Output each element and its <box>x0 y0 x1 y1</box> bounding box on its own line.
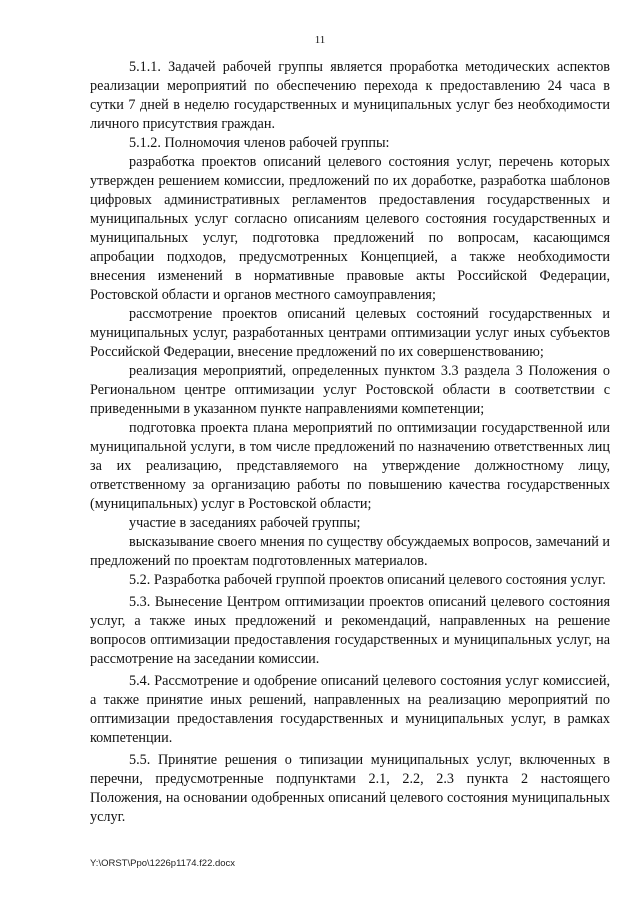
page-number: 11 <box>314 34 326 46</box>
paragraph-5-1-2: 5.1.2. Полномочия членов рабочей группы: <box>129 135 390 151</box>
paragraph-5-4: 5.4. Рассмотрение и одобрение описаний целевого состояния услуг комиссией, а также принятие иных решений, направленных на реализацию мероприятий по оптимизации предоставления государственных и муниципальных услуг, в рамках компетенции. <box>90 673 610 746</box>
paragraph-5-5: 5.5. Принятие решения о типизации муниципальных услуг, включенных в перечни, предусмотренные подпунктами 2.1, 2.2, 2.3 пункта 2 настоящего Положения, на основании одобренных описаний целевого состояния муниципальных услуг. <box>90 752 610 825</box>
list-item-plan-preparation: подготовка проекта плана мероприятий по оптимизации государственной или муниципальной услуги, в том числе предложений по назначению ответственных лиц за их реализацию, представляемого на утверждение должностному лицу, ответственному за организацию работы по повышению качества государственных (муниципальных) услуг в Ростовской области; <box>90 420 610 512</box>
list-item-opinion: высказывание своего мнения по существу обсуждаемых вопросов, замечаний и предложений по проектам подготовленных материалов. <box>90 534 610 569</box>
footer-file-path: Y:\ORST\Ppo\1226p1174.f22.docx <box>90 858 236 869</box>
paragraph-5-1-1: 5.1.1. Задачей рабочей группы является проработка методических аспектов реализации мероприятий по обеспечению перехода к предоставлению 24 часа в сутки 7 дней в неделю государственных и муниципальных услуг без необходимости личного присутствия граждан. <box>90 59 610 132</box>
list-item-implementation: реализация мероприятий, определенных пунктом 3.3 раздела 3 Положения о Региональном центре оптимизации услуг Ростовской области в соответствии с приведенными в указанном пункте направлениями компетенции; <box>90 363 610 417</box>
list-item-development: разработка проектов описаний целевого состояния услуг, перечень которых утвержден решением комиссии, предложений по их доработке, разработка шаблонов цифровых административных регламентов предоставления государственных и муниципальных услуг согласно описаниям целевого состояния государственных и муниципальных услуг, подготовка предложений по вопросам, касающимся апробации подходов, предусмотренных Концепцией, а также необходимости внесения изменений в нормативные правовые акты Российской Федерации, Ростовской области и органов местного самоуправления; <box>90 154 610 303</box>
paragraph-5-2: 5.2. Разработка рабочей группой проектов описаний целевого состояния услуг. <box>129 572 606 588</box>
list-item-participation: участие в заседаниях рабочей группы; <box>129 515 361 531</box>
document-body <box>90 58 610 827</box>
list-item-review: рассмотрение проектов описаний целевых состояний государственных и муниципальных услуг, разработанных центрами оптимизации услуг иных субъектов Российской Федерации, внесение предложений по их совершенствованию; <box>90 306 610 360</box>
paragraph-5-3: 5.3. Вынесение Центром оптимизации проектов описаний целевого состояния услуг, а также иных предложений и рекомендаций, направленных на решение вопросов оптимизации предоставления государственных и муниципальных услуг, на рассмотрение на заседании комиссии. <box>90 594 610 667</box>
